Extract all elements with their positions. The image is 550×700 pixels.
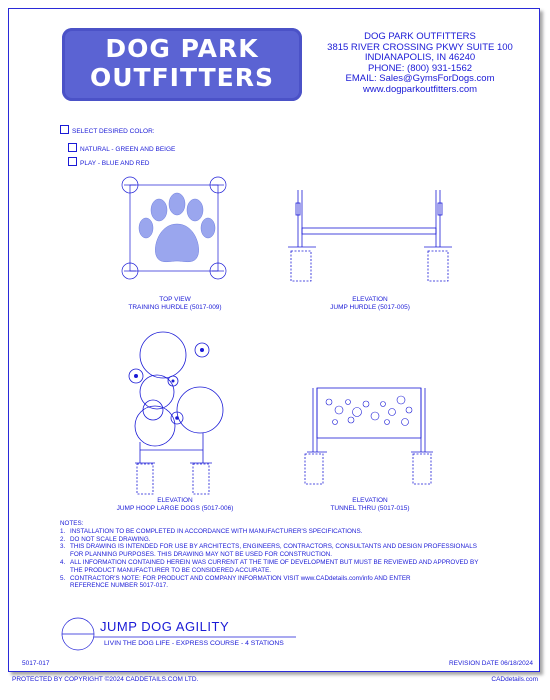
paw-print-icon — [139, 193, 215, 262]
color-option-play[interactable] — [68, 157, 149, 167]
note-item: FOR PLANNING PURPOSES. THIS DRAWING MAY NOT BE USED FOR CONSTRUCTION. — [70, 551, 333, 559]
caption-jump-hoop-line1: ELEVATION — [157, 497, 193, 504]
company-street: 3815 RIVER CROSSING PKWY SUITE 100 — [327, 41, 513, 53]
logo-text-line2: OUTFITTERS — [90, 63, 274, 92]
company-city: INDIANAPOLIS, IN 46240 — [364, 52, 476, 64]
note-item: 2. DO NOT SCALE DRAWING. — [60, 535, 151, 543]
caption-jump-hurdle — [300, 296, 440, 311]
color-option-natural-label: NATURAL - GREEN AND BEIGE — [80, 146, 176, 153]
note-item: THE PRODUCT MANUFACTURER TO BE CONSIDERED ACCURATE. — [70, 566, 272, 574]
tunnel-thru-elevation — [295, 380, 445, 495]
color-option-play-label: PLAY - BLUE AND RED — [80, 160, 150, 167]
jump-hoop-elevation — [120, 330, 230, 495]
company-name: DOG PARK OUTFITTERS — [364, 31, 476, 42]
caption-jump-hurdle-line2: JUMP HURDLE (5017-005) — [330, 303, 410, 311]
caption-training-hurdle-line2: TRAINING HURDLE (5017-009) — [128, 303, 222, 311]
copyright-text: PROTECTED BY COPYRIGHT ©2024 CADDETAILS.COM LTD. — [12, 676, 199, 683]
note-item: REFERENCE NUMBER 5017-017. — [70, 582, 168, 590]
note-item: 4. ALL INFORMATION CONTAINED HEREIN WAS CURRENT AT THE TIME OF DEVELOPMENT BUT MUST BE REVIEWED AND APPROVED BY — [60, 558, 479, 566]
note-item: 5. CONTRACTOR'S NOTE: FOR PRODUCT AND COMPANY INFORMATION VISIT www.CADdetails.com/info AND ENTER — [60, 574, 411, 582]
company-address-block — [320, 32, 520, 96]
company-logo — [62, 28, 302, 101]
checkbox-select-color[interactable] — [60, 125, 69, 134]
logo-text-line1: DOG PARK — [105, 34, 259, 63]
color-option-natural[interactable] — [68, 143, 175, 153]
caption-tunnel-line2: TUNNEL THRU (5017-015) — [330, 504, 410, 512]
drawing-title: JUMP DOG AGILITY — [100, 619, 230, 634]
training-hurdle-top-view — [120, 175, 230, 285]
company-website[interactable]: www.dogparkoutfitters.com — [362, 83, 478, 95]
jump-hurdle-elevation — [288, 185, 453, 285]
caption-tunnel-thru — [300, 497, 440, 512]
caption-training-hurdle — [115, 296, 235, 311]
checkbox-natural[interactable] — [68, 143, 77, 152]
drawing-subtitle: LIVIN THE DOG LIFE - EXPRESS COURSE - 4 STATIONS — [104, 640, 284, 647]
revision-date: REVISION DATE 06/18/2024 — [448, 660, 533, 667]
notes-heading: NOTES: — [60, 520, 84, 527]
checkbox-play[interactable] — [68, 157, 77, 166]
color-select-label: SELECT DESIRED COLOR: — [72, 128, 155, 135]
drawing-number: 5017-017 — [22, 660, 50, 667]
notes-block — [60, 520, 478, 590]
note-item: 1. INSTALLATION TO BE COMPLETED IN ACCORDANCE WITH MANUFACTURER'S SPECIFICATIONS. — [60, 527, 363, 535]
caption-jump-hoop — [100, 497, 250, 512]
bubble-pattern — [326, 396, 412, 426]
caddetails-link[interactable]: CADdetails.com — [491, 676, 538, 683]
color-select-heading — [60, 125, 155, 135]
caption-jump-hoop-line2: JUMP HOOP LARGE DOGS (5017-006) — [116, 504, 234, 512]
caption-training-hurdle-line1: TOP VIEW — [159, 296, 191, 303]
caption-jump-hurdle-line1: ELEVATION — [352, 296, 388, 303]
company-email[interactable]: EMAIL: Sales@GymsForDogs.com — [345, 73, 495, 85]
caption-tunnel-line1: ELEVATION — [352, 497, 388, 504]
company-phone: PHONE: (800) 931-1562 — [367, 62, 473, 74]
note-item: 3. THIS DRAWING IS INTENDED FOR USE BY ARCHITECTS, ENGINEERS, CONTRACTORS, CONSULTANTS AND DESIGN PROFESSIONALS — [60, 543, 477, 551]
